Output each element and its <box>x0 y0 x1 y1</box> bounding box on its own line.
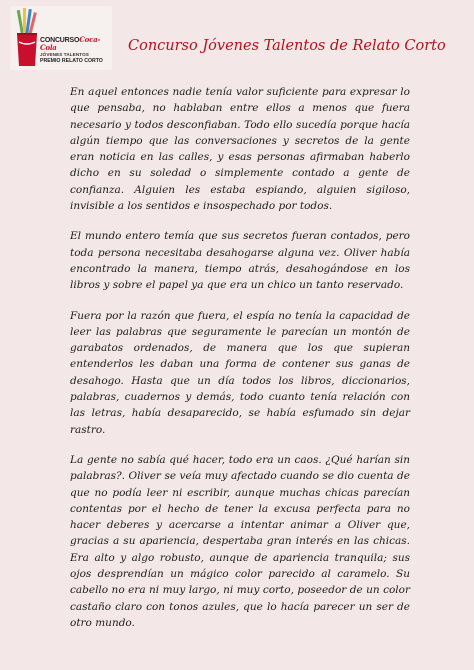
logo-brand: Coca-Cola <box>40 35 101 52</box>
logo-text <box>40 36 112 64</box>
logo-line-contest: CONCURSOCoca-Cola <box>40 35 101 52</box>
paragraph-2: El mundo entero temía que sus secretos fueran contados, pero toda persona necesitaba desahogarse alguna vez. Oliver había encontrado la manera, tiempo atrás, desahogándose en los libros y sobre el papel ya que era un chico un tanto reservado. <box>70 230 410 292</box>
story-body <box>70 80 410 645</box>
logo-line-prize: PREMIO RELATO CORTO <box>40 57 103 64</box>
paragraph-3: Fuera por la razón que fuera, el espía no tenía la capacidad de leer las palabras que seguramente le parecían un montón de garabatos ordenados, de manera que los que supieran entenderlos les daban una forma de contener sus ganas de desahogo. Hasta que un día todos los libros, diccionarios, palabras, cuadernos y demás, todo cuanto tenía relación con las letras, había desaparecido, se había esfumado sin dejar rastro. <box>70 309 410 436</box>
logo-line-talents: JÓVENES TALENTOS <box>40 52 89 57</box>
paragraph-1: En aquel entonces nadie tenía valor suficiente para expresar lo que pensaba, no hablaban entre ellos a menos que fuera necesario y todos desconfiaban. Todo ello sucedía porque hacía algún tiempo que las conversaciones y secretos de la gente eran noticia en las calles, y esas personas afirmaban haberlo dicho en su soledad o simplemente contado a gente de confianza. Alguien les estaba espiando, alguien sigiloso, invisible a los sentidos e insospechado por todos. <box>70 86 410 213</box>
contest-logo <box>10 6 112 70</box>
paragraph-4: La gente no sabía qué hacer, todo era un caos. ¿Qué harían sin palabras?. Oliver se veía muy afectado cuando se dio cuenta de que no podía leer ni escribir, aunque muchas chicas parecían contentas por el hecho de tener la excusa perfecta para no hacer deberes y acercarse a intentar animar a Oliver que, gracias a su apariencia, despertaba gran interés en las chicas. Era alto y algo robusto, aunque de apariencia tranquila; sus ojos desprendían un mágico color parecido al caramelo. Su cabello no era ni muy largo, ni muy corto, poseedor de un color castaño claro con tonos azules, que lo hacía parecer un ser de otro mundo. <box>70 453 410 629</box>
page-title: Concurso Jóvenes Talentos de Relato Corto <box>128 38 446 54</box>
